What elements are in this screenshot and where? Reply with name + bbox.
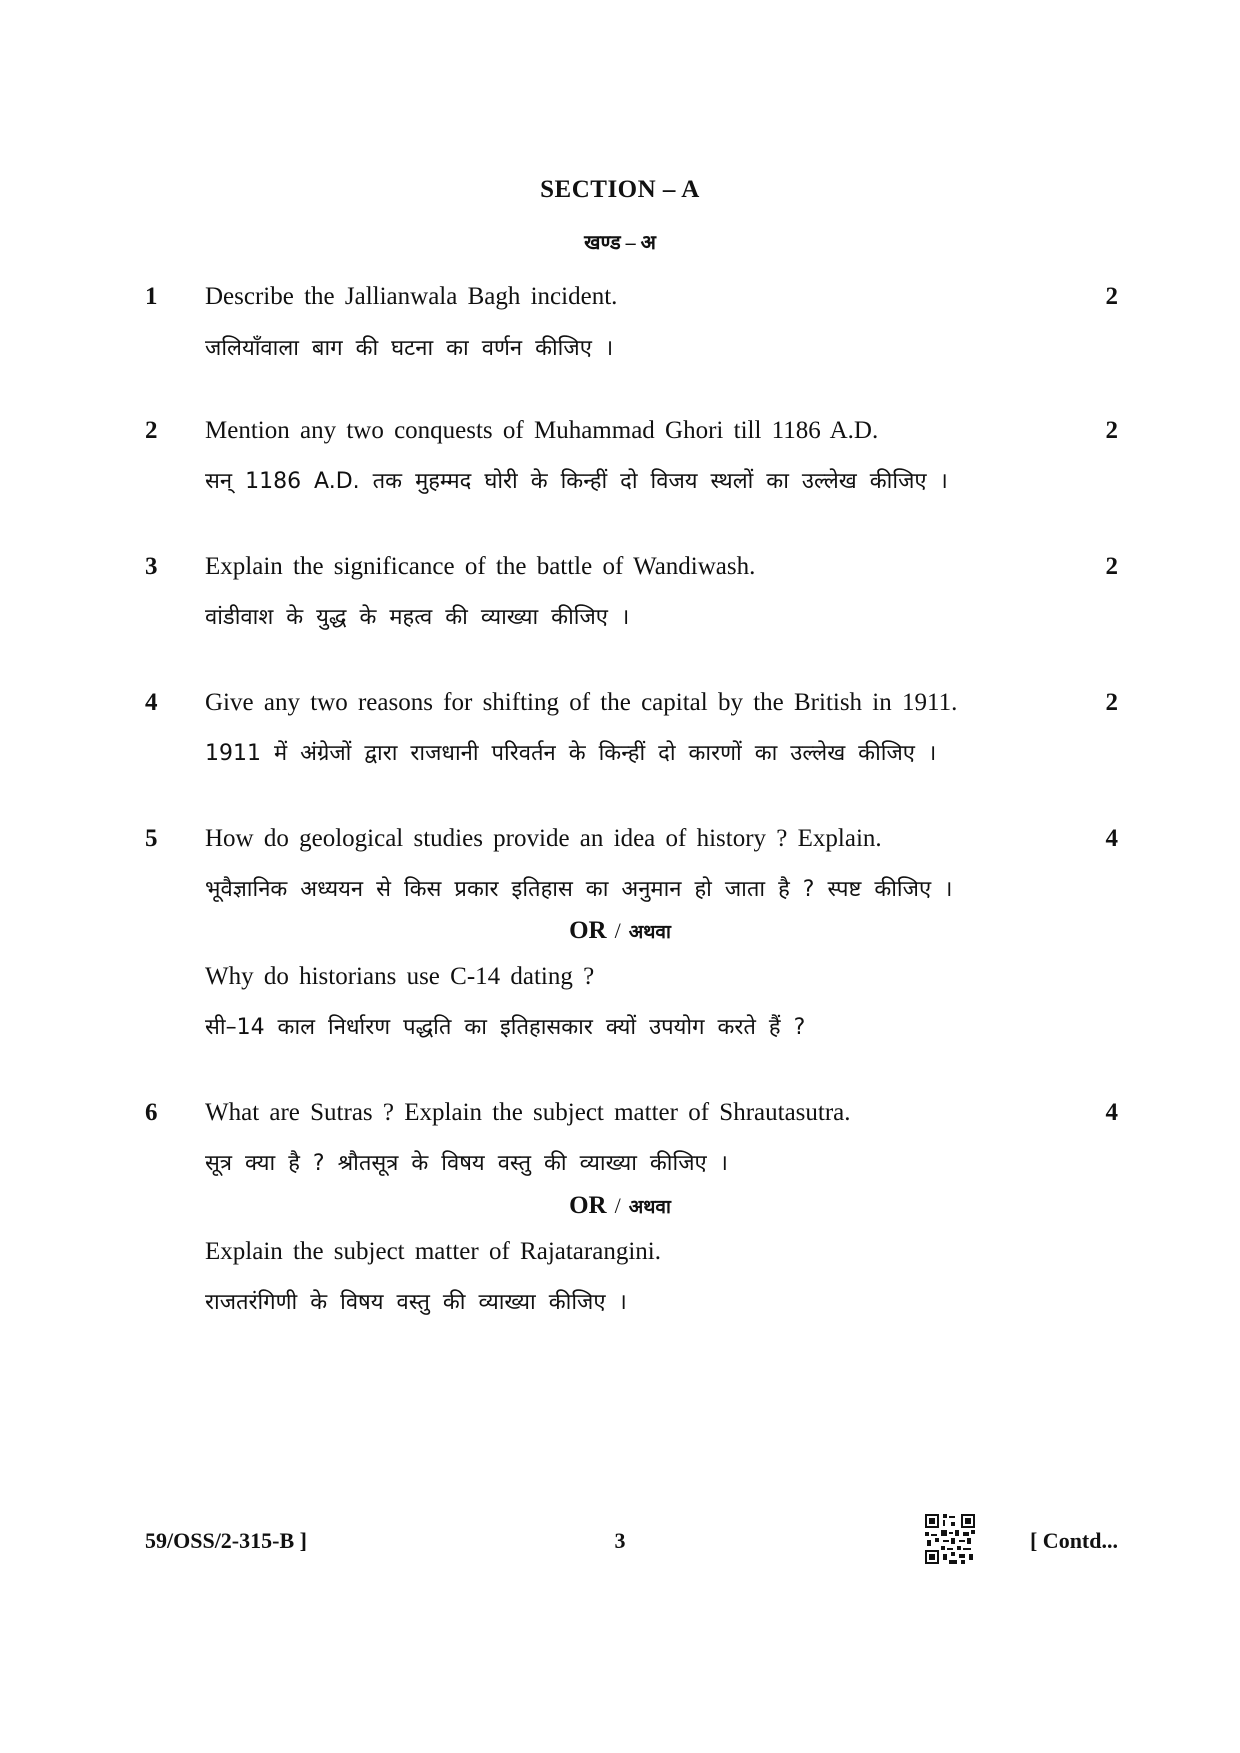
question-text-en: Explain the significance of the battle of Wandiwash. <box>205 553 756 580</box>
question-number: 4 <box>145 689 158 716</box>
alternate-question-hi: राजतरंगिणी के विषय वस्तु की व्याख्या कीजिए । <box>205 1290 627 1315</box>
alternate-question-hi: सी–14 काल निर्धारण पद्धति का इतिहासकार क्यों उपयोग करते हैं ? <box>205 1015 806 1040</box>
or-separator: / <box>614 918 621 943</box>
question-marks: 2 <box>1105 689 1118 716</box>
question-number: 5 <box>145 825 158 852</box>
question-text-en: Describe the Jallianwala Bagh incident. <box>205 283 618 310</box>
question-text-hi: वांडीवाश के युद्ध के महत्व की व्याख्या कीजिए । <box>205 605 630 630</box>
question-text-hi: सूत्र क्या है ? श्रौतसूत्र के विषय वस्तु की व्याख्या कीजिए । <box>205 1151 729 1176</box>
question-number: 1 <box>145 283 158 310</box>
question-number: 6 <box>145 1099 158 1126</box>
or-divider <box>0 917 1240 945</box>
question-text-hi: भूवैज्ञानिक अध्ययन से किस प्रकार इतिहास का अनुमान हो जाता है ? स्पष्ट कीजिए । <box>205 877 953 902</box>
or-divider <box>0 1192 1240 1220</box>
question-marks: 2 <box>1105 553 1118 580</box>
section-title: SECTION – A <box>540 176 700 203</box>
continued-label: [ Contd... <box>1029 1528 1118 1553</box>
question-text-en: Give any two reasons for shifting of the capital by the British in 1911. <box>205 689 958 716</box>
or-label-en: OR <box>569 1192 607 1219</box>
question-text-hi: सन् 1186 A.D. तक मुहम्मद घोरी के किन्हीं दो विजय स्थलों का उल्लेख कीजिए । <box>205 469 948 494</box>
or-label-hi: अथवा <box>628 1196 671 1218</box>
paper-code: 59/OSS/2-315-B ] <box>145 1528 307 1553</box>
or-label-hi: अथवा <box>628 921 671 943</box>
question-text-hi: जलियाँवाला बाग की घटना का वर्णन कीजिए । <box>205 336 614 361</box>
or-separator: / <box>614 1193 621 1218</box>
question-number: 2 <box>145 417 158 444</box>
question-marks: 2 <box>1105 417 1118 444</box>
or-label-en: OR <box>569 917 607 944</box>
question-text-en: Mention any two conquests of Muhammad Ghori till 1186 A.D. <box>205 417 879 444</box>
question-marks: 4 <box>1105 1099 1118 1126</box>
page-number: 3 <box>614 1528 626 1553</box>
question-text-en: What are Sutras ? Explain the subject matter of Shrautasutra. <box>205 1099 851 1126</box>
qr-code-icon <box>925 1514 975 1564</box>
question-text-hi: 1911 में अंग्रेजों द्वारा राजधानी परिवर्तन के किन्हीं दो कारणों का उल्लेख कीजिए । <box>205 741 937 766</box>
question-text-en: How do geological studies provide an idea of history ? Explain. <box>205 825 882 852</box>
question-marks: 2 <box>1105 283 1118 310</box>
alternate-question-en: Why do historians use C-14 dating ? <box>205 963 595 990</box>
question-marks: 4 <box>1105 825 1118 852</box>
section-subtitle: खण्ड – अ <box>584 232 656 254</box>
alternate-question-en: Explain the subject matter of Rajatarangini. <box>205 1238 661 1265</box>
question-number: 3 <box>145 553 158 580</box>
